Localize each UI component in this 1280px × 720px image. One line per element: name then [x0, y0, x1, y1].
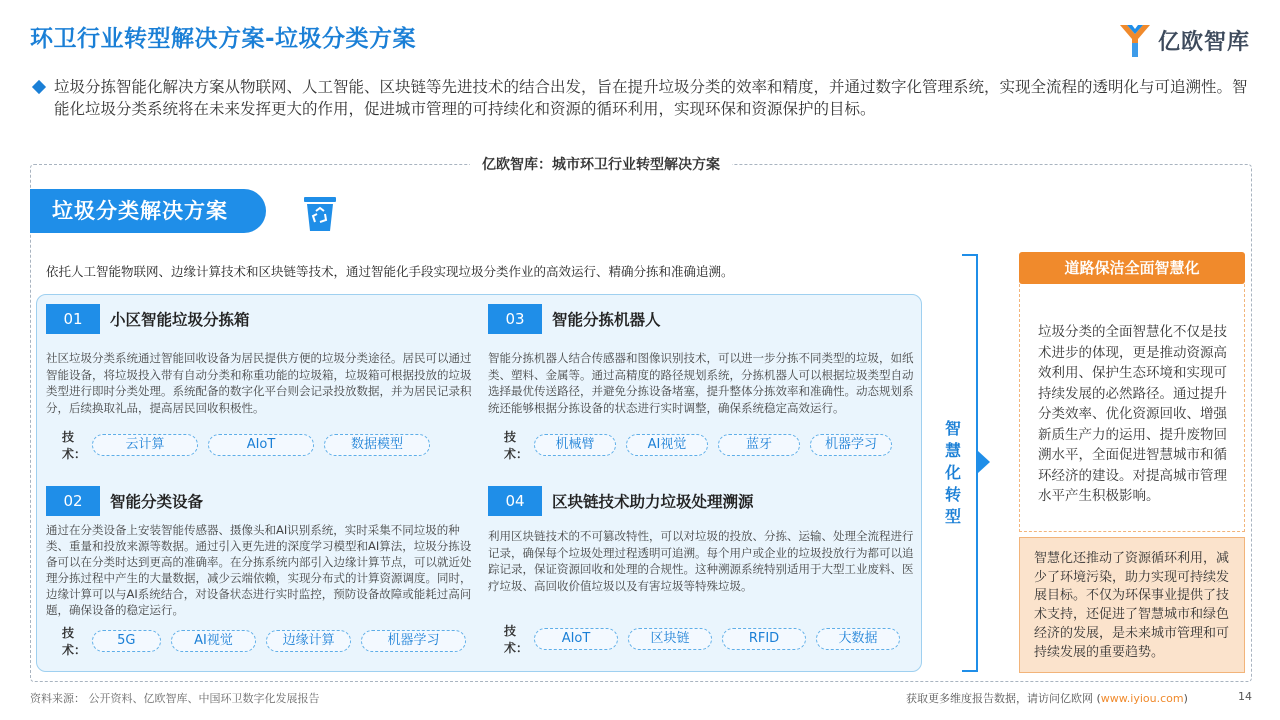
card-body: 通过在分类设备上安装智能传感器、摄像头和AI识别系统，实时采集不同垃圾的种类、重量和投放来源等数据。通过引入更先进的深度学习模型和AI算法，垃圾分拣设备可以在分类时达到更高的准确率。在分拣系统内部引入边缘计算节点，可以就近处理分拣过程中产生的大量数据，减少云端依赖，实现分布式的计算资源调度。同时，边缘计算可以与AI系统结合，对设备状态进行实时监控，预防设备故障或能耗过高问题，确保设备的稳定运行。 [46, 523, 472, 617]
footer-more [906, 690, 1188, 706]
tech-tag: 机器学习 [810, 434, 892, 456]
brand-logo [1118, 20, 1250, 60]
page-title: 环卫行业转型解决方案-垃圾分类方案 [30, 26, 417, 52]
card-04 [488, 486, 918, 656]
page-number: 14 [1238, 690, 1252, 703]
tech-tag: AIoT [208, 434, 314, 456]
tech-row [488, 622, 918, 656]
card-number: 03 [488, 304, 542, 334]
right-highlight-text: 智慧化还推动了资源循环利用，减少了环境污染，助力实现可持续发展目标。不仅为环保事业提供了技术支持，还促进了智慧城市和绿色经济的发展，是未来城市管理和可持续发展的重要趋势。 [1034, 551, 1230, 660]
right-summary-box [1019, 284, 1245, 532]
solution-lead: 依托人工智能物联网、边缘计算技术和区块链等技术，通过智能化手段实现垃圾分类作业的高效运行、精确分拣和准确追溯。 [46, 264, 734, 279]
tech-tag: 5G [92, 630, 161, 652]
tech-tag: RFID [722, 628, 806, 650]
tech-row [46, 428, 476, 462]
right-summary-text: 垃圾分类的全面智慧化不仅是技术进步的体现，更是推动资源高效利用、保护生态环境和实现可持续发展的必然路径。通过提升分类效率、优化资源回收、增强新质生产力的运用、提升废物回溯水平，全面促进智慧城市和循环经济的建设。对提高城市管理水平产生积极影响。 [1038, 324, 1227, 504]
transform-label: 智慧化转型 [944, 419, 961, 526]
footer-more-prefix: 获取更多维度报告数据，请访问亿欧网 ( [906, 692, 1101, 705]
recycle-bin-icon [302, 195, 338, 233]
arrow-right-icon [978, 451, 990, 473]
frame-title: 亿欧智库：城市环卫行业转型解决方案 [470, 154, 732, 174]
tech-label: 技术： [504, 430, 529, 461]
card-02 [46, 486, 476, 658]
card-body: 社区垃圾分类系统通过智能回收设备为居民提供方便的垃圾分类途径。居民可以通过智能设备，将垃圾投入带有自动分类和称重功能的垃圾箱，垃圾箱可根据投放的垃圾类型进行即时分类处理。系统配备的数字化平台则会记录投放数据，并为居民记录积分，后续换取礼品，提高居民回收积极性。 [46, 351, 472, 415]
footer-link[interactable]: www.iyiou.com [1100, 692, 1184, 705]
tech-tag: 云计算 [92, 434, 198, 456]
tech-tag: 数据模型 [324, 434, 430, 456]
bullet-diamond-icon [32, 80, 46, 94]
tech-tag: 蓝牙 [718, 434, 800, 456]
transform-bracket [962, 254, 978, 672]
logo-text: 亿欧智库 [1158, 29, 1251, 55]
tech-label: 技术： [62, 626, 87, 657]
card-title: 小区智能垃圾分拣箱 [110, 311, 250, 329]
tech-tag: 区块链 [628, 628, 712, 650]
source-note: 资料来源： 公开资料、亿欧智库、中国环卫数字化发展报告 [30, 692, 320, 705]
right-heading: 道路保洁全面智慧化 [1019, 252, 1245, 284]
solution-tab: 垃圾分类解决方案 [30, 189, 266, 233]
logo-icon [1118, 21, 1152, 59]
tech-row [488, 428, 918, 462]
card-title: 区块链技术助力垃圾处理溯源 [552, 493, 754, 511]
tech-tag: 机器学习 [361, 630, 466, 652]
card-number: 01 [46, 304, 100, 334]
right-highlight-box [1019, 537, 1245, 673]
card-number: 04 [488, 486, 542, 516]
card-01 [46, 304, 476, 462]
tech-tag: 大数据 [816, 628, 900, 650]
footer-more-suffix: ) [1183, 692, 1188, 705]
intro-paragraph [32, 76, 1252, 120]
card-title: 智能分拣机器人 [552, 311, 661, 329]
tech-tag: AIoT [534, 628, 618, 650]
card-title: 智能分类设备 [110, 493, 204, 511]
card-body: 智能分拣机器人结合传感器和图像识别技术，可以进一步分拣不同类型的垃圾，如纸类、塑料、金属等。通过高精度的路径规划系统，分拣机器人可以根据垃圾类型自动选择最优传送路径，并避免分拣设备堵塞，提升整体分拣效率和准确性。动态规划系统还能够根据分拣设备的状态进行实时调整，确保系统稳定高效运行。 [488, 351, 914, 415]
tech-label: 技术： [504, 624, 529, 655]
tech-tag: AI视觉 [171, 630, 256, 652]
tech-row [46, 624, 476, 658]
intro-text: 垃圾分拣智能化解决方案从物联网、人工智能、区块链等先进技术的结合出发，旨在提升垃圾分类的效率和精度，并通过数字化管理系统，实现全流程的透明化与可追溯性。智能化垃圾分类系统将在未来发挥更大的作用，促进城市管理的可持续化和资源的循环利用，实现环保和资源保护的目标。 [54, 78, 1248, 118]
tech-label: 技术： [62, 430, 87, 461]
card-03 [488, 304, 918, 462]
tech-tag: 边缘计算 [266, 630, 351, 652]
tech-tag: AI视觉 [626, 434, 708, 456]
tech-tag: 机械臂 [534, 434, 616, 456]
card-body: 利用区块链技术的不可篡改特性，可以对垃圾的投放、分拣、运输、处理全流程进行记录，确保每个垃圾处理过程透明可追溯。每个用户或企业的垃圾投放行为都可以追踪记录，保证资源回收和处理的合规性。这种溯源系统特别适用于大型工业废料、医疗垃圾、高回收价值垃圾以及有害垃圾等特殊垃圾。 [488, 529, 914, 593]
card-number: 02 [46, 486, 100, 516]
